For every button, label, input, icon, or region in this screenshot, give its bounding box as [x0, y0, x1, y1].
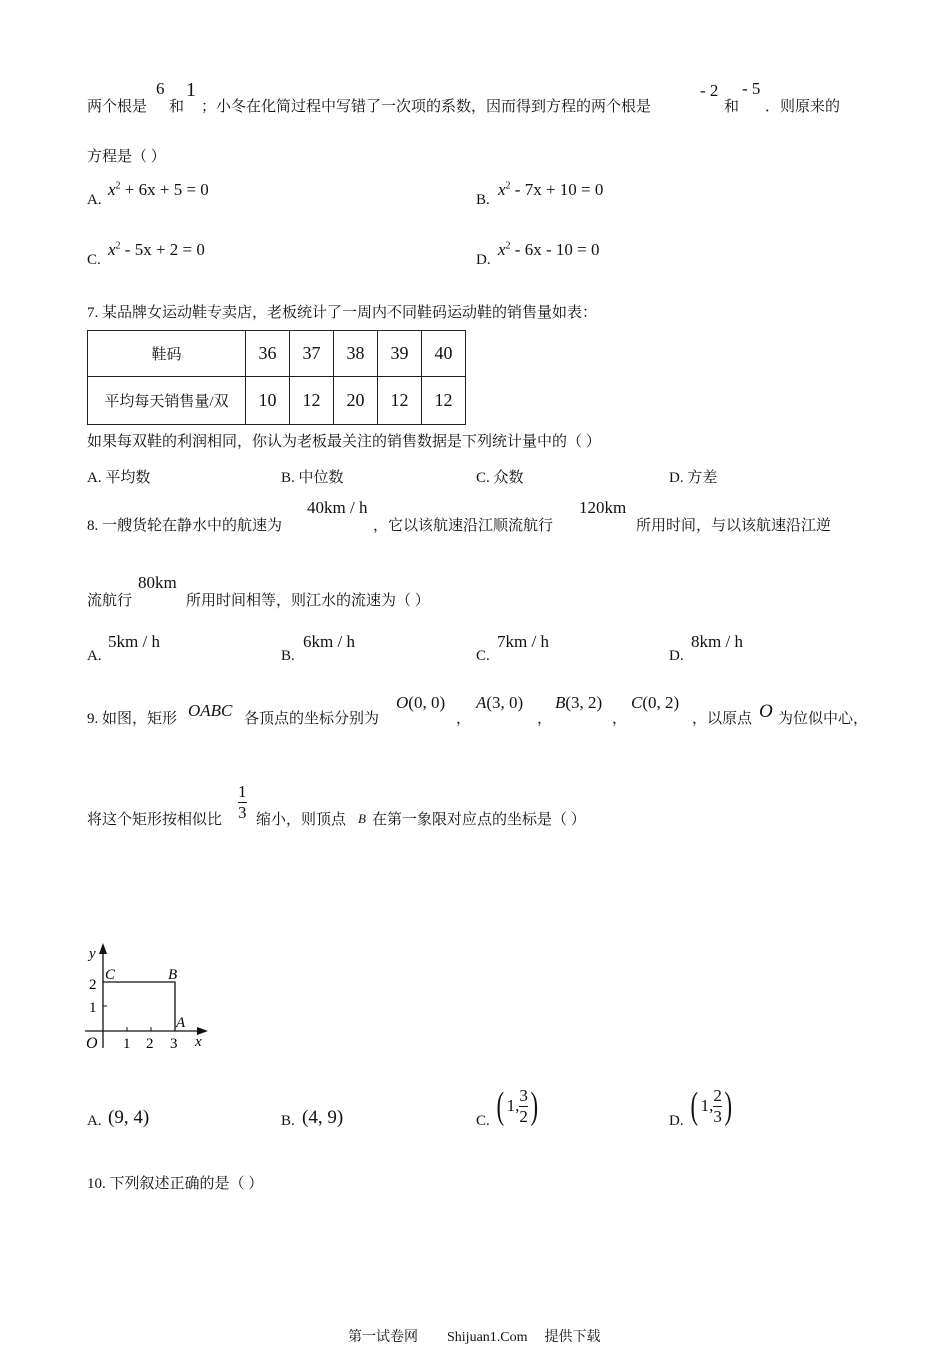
q8-option-b-value: 6km / h [303, 632, 355, 651]
q9-ratio [238, 782, 247, 823]
q7-stem: 7. 某品牌女运动鞋专卖店，老板统计了一周内不同鞋码运动鞋的销售量如表： [87, 305, 598, 321]
table-cell: 12 [422, 377, 466, 425]
q9-origin: O [759, 701, 773, 722]
q8-option-d-label: D. [669, 648, 684, 664]
point-b-label: B [168, 967, 178, 983]
table-header-sales: 平均每天销售量/双 [88, 377, 246, 425]
q9-option-a-label: A. [87, 1113, 102, 1129]
coord-fraction: $\frac{3}{2}$ [519, 1085, 528, 1126]
ratio-denominator: 3 [238, 803, 247, 822]
q6-option-d-expr: - 6x - 10 = 0 [510, 240, 600, 259]
exponent-2: 2 [505, 240, 511, 252]
q8-text-b: ，它以该航速沿江顺流航行 [373, 518, 554, 534]
q9-point-b: B(3, 2) [555, 693, 603, 712]
x-tick-label-1: 1 [123, 1036, 131, 1052]
q9-text-c: ，以原点 [692, 711, 753, 727]
q9-rect-name: OABC [188, 701, 233, 720]
q6-root-3: - 2 [700, 81, 719, 100]
q9-option-b-label: B. [281, 1113, 295, 1129]
x-var: x [108, 180, 116, 199]
q6-option-a-expr: + 6x + 5 = 0 [120, 180, 209, 199]
q7-sales-table [87, 330, 466, 425]
q8-downstream-distance: 120km [579, 498, 627, 517]
table-row [88, 331, 466, 377]
q9-option-b-value: (4, 9) [302, 1107, 344, 1128]
ratio-numerator: 1 [238, 782, 247, 801]
q9-text-b: 各顶点的坐标分别为 [244, 711, 380, 727]
q8-option-a-label: A. [87, 648, 102, 664]
table-cell: 36 [246, 331, 290, 377]
q8-text-d: 流航行 [87, 593, 133, 609]
q8-text-a: 8. 一艘货轮在静水中的航速为 [87, 518, 283, 534]
coord-first: 1, [700, 1096, 714, 1115]
table-cell: 12 [290, 377, 334, 425]
table-header-size: 鞋码 [88, 331, 246, 377]
q6-and-2: 和 [724, 99, 740, 115]
q6-text-b: ；小冬在化简过程中写错了一次项的系数，因而得到方程的两个根是 [201, 99, 652, 115]
q8-speed: 40km / h [307, 498, 368, 517]
exponent-2: 2 [505, 180, 511, 192]
q6-option-b-label: B. [476, 192, 490, 208]
q8-text-e: 所用时间相等，则江水的流速为（ ） [186, 593, 430, 609]
q9-point-b-ref: B [358, 811, 366, 826]
footer-site-name: 第一试卷网 [348, 1330, 418, 1345]
x-var: x [498, 240, 506, 259]
q9-point-a: A(3, 0) [476, 693, 524, 712]
table-row [88, 377, 466, 425]
table-cell: 10 [246, 377, 290, 425]
q8-text-c: 所用时间，与以该航速沿江逆 [636, 518, 832, 534]
q9-option-d-label: D. [669, 1113, 684, 1129]
left-paren: ( [496, 1085, 505, 1127]
y-axis-arrow [99, 943, 107, 954]
footer-download-text: 提供下载 [544, 1330, 601, 1345]
q9-point-c: C(0, 2) [631, 693, 680, 712]
table-cell: 40 [422, 331, 466, 377]
right-paren: ) [724, 1085, 733, 1127]
q6-option-b-expr: - 7x + 10 = 0 [510, 180, 604, 199]
q9-text-a: 9. 如图，矩形 [87, 711, 178, 727]
x-var: x [108, 240, 116, 259]
separator: ， [456, 711, 472, 727]
y-tick-label-1: 1 [89, 1000, 97, 1016]
q6-text-a: 两个根是 [87, 99, 148, 115]
point-c-label: C [105, 967, 116, 983]
table-cell: 39 [378, 331, 422, 377]
q9-option-c-value [494, 1084, 541, 1128]
q6-root-4: - 5 [742, 79, 761, 98]
q7-option-c[interactable]: C. 众数 [476, 470, 524, 486]
footer-site-url[interactable]: Shijuan1.Com [447, 1330, 528, 1345]
y-axis-label: y [89, 946, 96, 962]
q9-option-a-value: (9, 4) [108, 1107, 150, 1128]
coord-fraction: $\frac{2}{3}$ [713, 1085, 722, 1126]
x-axis-label: x [195, 1034, 202, 1050]
origin-label: O [86, 1035, 98, 1052]
left-paren: ( [690, 1085, 699, 1127]
table-cell: 12 [378, 377, 422, 425]
q8-option-d-value: 8km / h [691, 632, 743, 651]
table-cell: 20 [334, 377, 378, 425]
q10-stem: 10. 下列叙述正确的是（ ） [87, 1176, 264, 1192]
q8-option-b-label: B. [281, 648, 295, 664]
q6-text-c: ．则原来的 [765, 99, 841, 115]
right-paren: ) [530, 1085, 539, 1127]
q8-option-a-value: 5km / h [108, 632, 160, 651]
q6-line2: 方程是（ ） [87, 149, 166, 165]
q7-option-a[interactable]: A. 平均数 [87, 470, 151, 486]
q6-root-1: 6 [156, 79, 165, 98]
q7-question: 如果每双鞋的利润相同，你认为老板最关注的销售数据是下列统计量中的（ ） [87, 434, 601, 450]
q9-text-f: 缩小，则顶点 [256, 812, 347, 828]
table-cell: 37 [290, 331, 334, 377]
page-footer [348, 1326, 601, 1346]
q6-option-c-expr: - 5x + 2 = 0 [120, 240, 205, 259]
separator: ， [537, 711, 553, 727]
exponent-2: 2 [115, 180, 121, 192]
table-cell: 38 [334, 331, 378, 377]
q9-text-d: 为位似中心， [778, 711, 869, 727]
q8-option-c-label: C. [476, 648, 490, 664]
q6-option-d-label: D. [476, 252, 491, 268]
exponent-2: 2 [115, 240, 121, 252]
q9-text-g: 在第一象限对应点的坐标是（ ） [372, 812, 586, 828]
q9-point-o: O(0, 0) [396, 693, 446, 712]
q6-and-1: 和 [169, 99, 185, 115]
coord-first: 1, [506, 1096, 520, 1115]
y-tick-label-2: 2 [89, 977, 97, 993]
q9-text-e: 将这个矩形按相似比 [87, 812, 223, 828]
q7-option-d[interactable]: D. 方差 [669, 470, 718, 486]
q9-option-c-label: C. [476, 1113, 490, 1129]
separator: ， [612, 711, 628, 727]
q6-option-a-label: A. [87, 192, 102, 208]
q9-option-d-value [688, 1084, 735, 1128]
point-a-label: A [176, 1015, 186, 1031]
q9-coordinate-figure [80, 938, 215, 1058]
q8-option-c-value: 7km / h [497, 632, 549, 651]
x-tick-label-2: 2 [146, 1036, 154, 1052]
q7-option-b[interactable]: B. 中位数 [281, 470, 344, 486]
q6-root-2: 1 [186, 79, 196, 101]
x-var: x [498, 180, 506, 199]
q8-upstream-distance: 80km [138, 573, 177, 592]
rectangle-oabc [103, 982, 175, 1031]
q6-option-c-label: C. [87, 252, 101, 268]
x-tick-label-3: 3 [170, 1036, 178, 1052]
